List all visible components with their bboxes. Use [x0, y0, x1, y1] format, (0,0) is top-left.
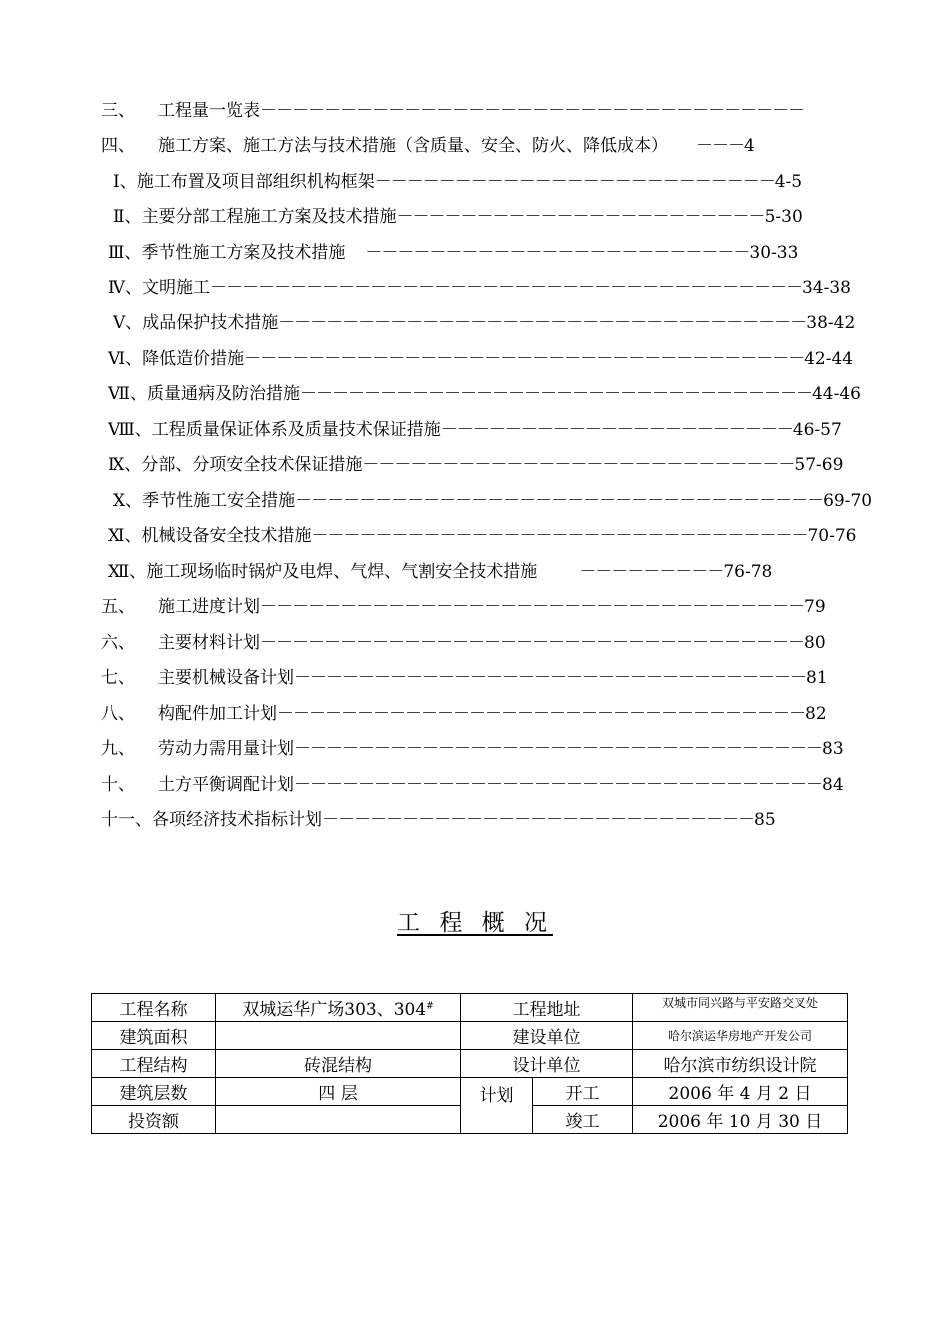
toc-number: Ⅻ、 [108, 562, 147, 582]
toc-leader: －－－－－－－－－－－－－－－－－－－－－－－－－－－－－－－－－ [278, 313, 807, 333]
toc-number: Ⅱ、 [113, 207, 142, 227]
toc-leader: －－－－－－－－－－－－－－－－－－－－－－－－－－－ [362, 455, 795, 475]
value-project-name [216, 994, 461, 1022]
project-overview-table [91, 993, 848, 1134]
toc-line [101, 100, 804, 122]
section-title-text: 工 程 概 况 [397, 910, 553, 936]
toc-page: 38-42 [806, 313, 856, 333]
toc-number: 十一、 [101, 810, 152, 830]
toc-number: 十、 [101, 775, 135, 795]
toc-number: Ⅹ、 [113, 491, 143, 511]
toc-line [101, 632, 826, 654]
toc-title: 文明施工 [141, 278, 210, 298]
value-structure: 砖混结构 [216, 1050, 461, 1078]
toc-leader: －－－－－－－－－－－－－－－－－－－－－－－－－－－－－－－－－－－ [244, 349, 805, 369]
toc-title: 施工布置及项目部组织机构框架 [136, 172, 375, 192]
toc-line [108, 454, 843, 476]
label-building-area: 建筑面积 [92, 1022, 216, 1050]
toc-title: 分部、分项安全技术保证措施 [141, 455, 363, 475]
toc-line [101, 135, 755, 157]
toc-number: Ⅺ、 [108, 526, 142, 546]
toc-page: 34-38 [801, 278, 851, 298]
toc-line [101, 667, 828, 689]
toc-title: 施工现场临时锅炉及电焊、气焊、气割安全技术措施 [146, 562, 538, 582]
toc-page: 30-33 [749, 243, 799, 263]
toc-number: 四、 [101, 136, 135, 156]
table-row [92, 1022, 848, 1050]
toc-page: 81 [806, 668, 828, 688]
toc-line [108, 525, 856, 547]
label-construction-unit: 建设单位 [461, 1022, 633, 1050]
toc-page: 79 [804, 597, 826, 617]
toc-leader: －－－－－－－－－－－－－－－－－－－－－－－－－－－－－－－－－ [277, 704, 805, 724]
toc-line [101, 596, 826, 618]
toc-line [108, 242, 798, 264]
value-construction-unit: 哈尔滨运华房地产开发公司 [633, 1022, 848, 1050]
toc-page: 80 [804, 633, 826, 653]
toc-page: 83 [822, 739, 844, 759]
toc-number: 三、 [101, 101, 135, 121]
toc-line [101, 774, 844, 796]
toc-number: 七、 [101, 668, 135, 688]
value-project-address: 双城市同兴路与平安路交叉处 [633, 994, 848, 1022]
toc-page: 85 [754, 810, 776, 830]
toc-leader: －－－－－－－－－ [579, 562, 724, 582]
toc-number: Ⅴ、 [113, 313, 143, 333]
toc-line [101, 703, 827, 725]
toc-title: 降低造价措施 [142, 349, 245, 369]
toc-leader: －－－－－－－－－－－－－－－－－－－－－－－－－－－－－－－－ [299, 384, 812, 404]
toc-title: 各项经济技术指标计划 [152, 810, 322, 830]
value-building-area [216, 1022, 461, 1050]
toc-number: Ⅰ、 [113, 172, 137, 192]
toc-title: 构配件加工计划 [158, 704, 277, 724]
toc-leader: －－－－－－－－－－－－－－－－－－－－－－－－ [365, 243, 750, 263]
toc-number: Ⅲ、 [108, 243, 142, 263]
toc-line [113, 490, 872, 512]
toc-page: 5-30 [764, 207, 803, 227]
toc-page: 46-57 [792, 420, 842, 440]
toc-page: 57-69 [794, 455, 844, 475]
toc-line [108, 383, 861, 405]
toc-page: 69-70 [823, 491, 873, 511]
label-floors: 建筑层数 [92, 1078, 216, 1106]
toc-page: 76-78 [723, 562, 773, 582]
toc-page: 4 [744, 136, 755, 156]
toc-line [113, 206, 803, 228]
toc-page: 42-44 [804, 349, 854, 369]
toc-title: 成品保护技术措施 [142, 313, 279, 333]
toc-leader: －－－ [696, 136, 744, 156]
toc-number: 六、 [101, 633, 135, 653]
toc-leader: －－－－－－－－－－－－－－－－－－－－－－－－－－－－－－－－－ [294, 739, 822, 759]
toc-leader: －－－－－－－－－－－－－－－－－－－－－－－－－－－－－－－－－－ [260, 101, 804, 121]
toc-leader: －－－－－－－－－－－－－－－－－－－－－－－－－－－ [322, 810, 754, 830]
toc-number: Ⅳ、 [108, 278, 142, 298]
toc-number: 八、 [101, 704, 135, 724]
value-investment [216, 1106, 461, 1134]
table-row [92, 1078, 848, 1106]
toc-line [108, 277, 851, 299]
toc-title: 质量通病及防治措施 [146, 384, 300, 404]
toc-page: 82 [805, 704, 827, 724]
toc-title: 土方平衡调配计划 [158, 775, 294, 795]
toc-title: 主要机械设备计划 [158, 668, 294, 688]
value-finish: 2006 年 10 月 30 日 [633, 1106, 848, 1134]
toc-line [108, 419, 842, 441]
toc-line [113, 171, 802, 193]
value-start: 2006 年 4 月 2 日 [633, 1078, 848, 1106]
toc-title: 季节性施工安全措施 [142, 491, 296, 511]
label-project-address: 工程地址 [461, 994, 633, 1022]
table-row [92, 1050, 848, 1078]
toc-title: 机械设备安全技术措施 [141, 526, 312, 546]
toc-leader: －－－－－－－－－－－－－－－－－－－－－－－ [396, 207, 765, 227]
toc-title: 季节性施工方案及技术措施 [141, 243, 346, 263]
toc-title: 工程质量保证体系及质量技术保证措施 [151, 420, 441, 440]
toc-leader: －－－－－－－－－－－－－－－－－－－－－－－－－－－－－－－－－－ [260, 633, 804, 653]
label-project-name: 工程名称 [92, 994, 216, 1022]
toc-leader: －－－－－－－－－－－－－－－－－－－－－－ [440, 420, 793, 440]
toc-number: 五、 [101, 597, 135, 617]
toc-title: 施工方案、施工方法与技术措施（含质量、安全、防火、降低成本） [158, 136, 668, 156]
toc-leader: －－－－－－－－－－－－－－－－－－－－－－－－－－－－－－－ [311, 526, 808, 546]
toc-line [108, 561, 772, 583]
section-title [0, 904, 950, 937]
toc-title: 劳动力需用量计划 [158, 739, 294, 759]
label-investment: 投资额 [92, 1106, 216, 1134]
toc-leader: －－－－－－－－－－－－－－－－－－－－－－－－－－－－－－－－－－ [260, 597, 804, 617]
toc-number: Ⅷ、 [108, 420, 152, 440]
toc-page: 44-46 [811, 384, 861, 404]
toc-leader: －－－－－－－－－－－－－－－－－－－－－－－－－－－－－－－－－ [295, 491, 824, 511]
toc-leader: －－－－－－－－－－－－－－－－－－－－－－－－－－－－－－－－－ [294, 775, 822, 795]
toc-line [101, 738, 844, 760]
toc-line [108, 348, 853, 370]
toc-number: Ⅸ、 [108, 455, 142, 475]
project-name-text: 双城运华广场303、304 [242, 1000, 427, 1020]
label-structure: 工程结构 [92, 1050, 216, 1078]
toc-line [101, 809, 776, 831]
toc-leader: －－－－－－－－－－－－－－－－－－－－－－－－－ [374, 172, 775, 192]
project-name-sup: # [426, 1001, 434, 1012]
value-floors: 四 层 [216, 1078, 461, 1106]
label-plan: 计划 [461, 1078, 533, 1134]
toc-page: 4-5 [774, 172, 803, 192]
label-design-unit: 设计单位 [461, 1050, 633, 1078]
toc-title: 主要材料计划 [158, 633, 260, 653]
toc-number: 九、 [101, 739, 135, 759]
label-finish: 竣工 [533, 1106, 633, 1134]
toc-page: 70-76 [807, 526, 857, 546]
toc-number: Ⅵ、 [108, 349, 143, 369]
toc-line [113, 312, 855, 334]
toc-leader: －－－－－－－－－－－－－－－－－－－－－－－－－－－－－－－－－－－－－ [209, 278, 802, 298]
toc-title: 工程量一览表 [158, 101, 260, 121]
toc-number: Ⅶ、 [108, 384, 147, 404]
toc-leader: －－－－－－－－－－－－－－－－－－－－－－－－－－－－－－－－ [294, 668, 806, 688]
label-start: 开工 [533, 1078, 633, 1106]
value-design-unit: 哈尔滨市纺织设计院 [633, 1050, 848, 1078]
toc-title: 主要分部工程施工方案及技术措施 [141, 207, 397, 227]
toc-page: 84 [822, 775, 844, 795]
toc-title: 施工进度计划 [158, 597, 260, 617]
table-row [92, 994, 848, 1022]
